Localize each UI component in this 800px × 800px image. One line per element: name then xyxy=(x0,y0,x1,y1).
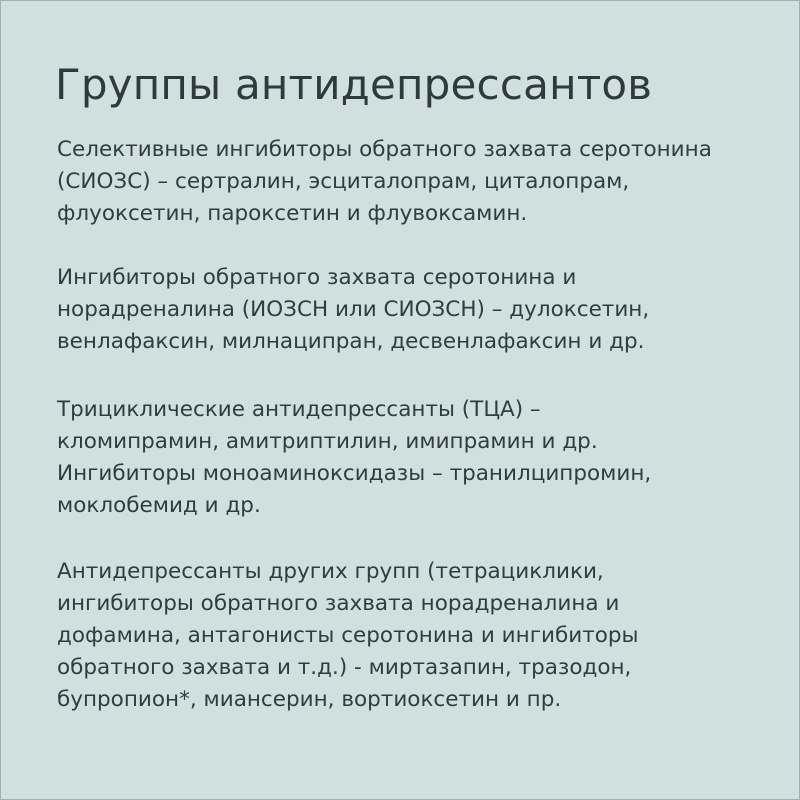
paragraph-line: Антидепрессанты других групп (тетрациклики, xyxy=(57,559,604,584)
page-title: Группы антидепрессантов xyxy=(55,60,653,109)
paragraph-line: бупропион*, миансерин, вортиоксетин и пр. xyxy=(57,687,562,712)
paragraph-line: дофамина, антагонисты серотонина и ингибиторы xyxy=(57,623,639,648)
paragraph-tca-maoi xyxy=(57,394,651,522)
paragraph-ssri xyxy=(57,134,712,230)
paragraph-line: ингибиторы обратного захвата норадреналина и xyxy=(57,591,620,616)
paragraph-line: моклобемид и др. xyxy=(57,493,261,518)
paragraph-other-groups xyxy=(57,556,639,716)
paragraph-line: кломипрамин, амитриптилин, имипрамин и др. xyxy=(57,429,598,454)
paragraph-line: (СИОЗС) – сертралин, эсциталопрам, циталопрам, xyxy=(57,169,630,194)
paragraph-line: Ингибиторы моноаминоксидазы – транилципромин, xyxy=(57,461,652,486)
paragraph-line: норадреналина (ИОЗСН или СИОЗСН) – дулоксетин, xyxy=(57,297,650,322)
paragraph-snri xyxy=(57,262,649,358)
paragraph-line: флуоксетин, пароксетин и флувоксамин. xyxy=(57,201,528,226)
paragraph-line: Ингибиторы обратного захвата серотонина и xyxy=(57,265,577,290)
paragraph-line: Трициклические антидепрессанты (ТЦА) – xyxy=(57,397,541,422)
paragraph-line: венлафаксин, милнаципран, десвенлафаксин и др. xyxy=(57,329,645,354)
paragraph-line: обратного захвата и т.д.) - миртазапин, тразодон, xyxy=(57,655,632,680)
paragraph-line: Селективные ингибиторы обратного захвата серотонина xyxy=(57,137,712,162)
